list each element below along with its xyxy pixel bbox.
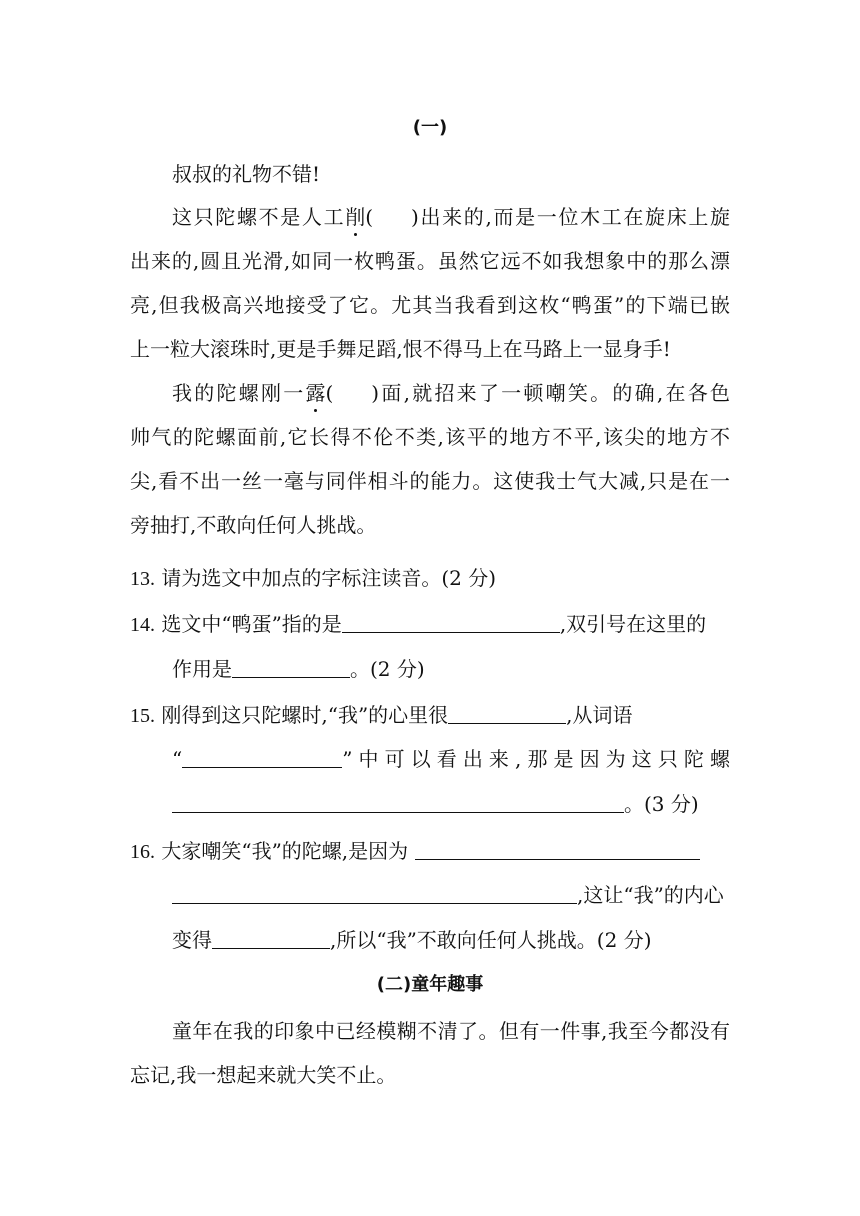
answer-blank[interactable] bbox=[232, 655, 350, 678]
question-15: 15. 刚得到这只陀螺时,“我”的心里很 ,从词语 bbox=[130, 703, 633, 727]
paragraph-line: 叔叔的礼物不错! bbox=[172, 162, 321, 186]
question-number: 14. bbox=[130, 614, 155, 636]
question-15-continued: 。(3 分) bbox=[172, 790, 730, 818]
question-number: 13. bbox=[130, 568, 155, 590]
paragraph-line: 忘记,我一想起来就大笑不止。 bbox=[130, 1063, 397, 1087]
paragraph-line: 上一粒大滚珠时,更是手舞足蹈,恨不得马上在马路上一显身手! bbox=[130, 337, 671, 361]
paragraph-line: 亮,但我极高兴地接受了它。尤其当我看到这枚“鸭蛋”的下端已嵌 bbox=[130, 293, 730, 317]
paragraph-line: 这只陀螺不是人工削( )出来的,而是一位木工在旋床上旋 bbox=[172, 205, 730, 229]
answer-blank[interactable] bbox=[172, 881, 577, 904]
paragraph-line: 帅气的陀螺面前,它长得不伦不类,该平的地方不平,该尖的地方不 bbox=[130, 425, 730, 449]
question-16-continued: ,这让“我”的内心 bbox=[172, 881, 730, 909]
answer-blank[interactable] bbox=[172, 790, 624, 813]
question-14-continued: 作用是 。(2 分) bbox=[172, 657, 425, 681]
answer-blank[interactable] bbox=[342, 610, 560, 633]
dotted-character: 露 bbox=[305, 381, 326, 405]
question-14: 14. 选文中“鸭蛋”指的是 ,双引号在这里的 bbox=[130, 612, 707, 636]
paragraph-line: 旁抽打,不敢向任何人挑战。 bbox=[130, 513, 377, 537]
section-title: (一) bbox=[412, 117, 448, 138]
paragraph-line: 尖,看不出一丝一毫与同伴相斗的能力。这使我士气大减,只是在一 bbox=[130, 469, 730, 493]
section-title: (二)童年趣事 bbox=[376, 974, 484, 995]
question-16: 16. 大家嘲笑“我”的陀螺,是因为 bbox=[130, 837, 730, 866]
question-13: 13. 请为选文中加点的字标注读音。(2 分) bbox=[130, 566, 497, 590]
question-16-continued: 变得 ,所以“我”不敢向任何人挑战。(2 分) bbox=[172, 928, 652, 952]
answer-blank[interactable] bbox=[415, 837, 700, 860]
paragraph-line: 童年在我的印象中已经模糊不清了。但有一件事,我至今都没有 bbox=[172, 1019, 730, 1043]
paragraph-line: 我的陀螺刚一露( )面,就招来了一顿嘲笑。的确,在各色 bbox=[172, 381, 730, 405]
answer-blank[interactable] bbox=[212, 926, 330, 949]
question-15-continued: “ ”中可以看出来,那是因为这只陀螺 bbox=[172, 747, 730, 771]
question-number: 16. bbox=[130, 841, 155, 863]
question-number: 15. bbox=[130, 705, 155, 727]
dotted-character: 削 bbox=[345, 205, 366, 229]
answer-blank[interactable] bbox=[448, 701, 566, 724]
answer-blank[interactable] bbox=[182, 745, 342, 768]
paragraph-line: 出来的,圆且光滑,如同一枚鸭蛋。虽然它远不如我想象中的那么漂 bbox=[130, 249, 730, 273]
